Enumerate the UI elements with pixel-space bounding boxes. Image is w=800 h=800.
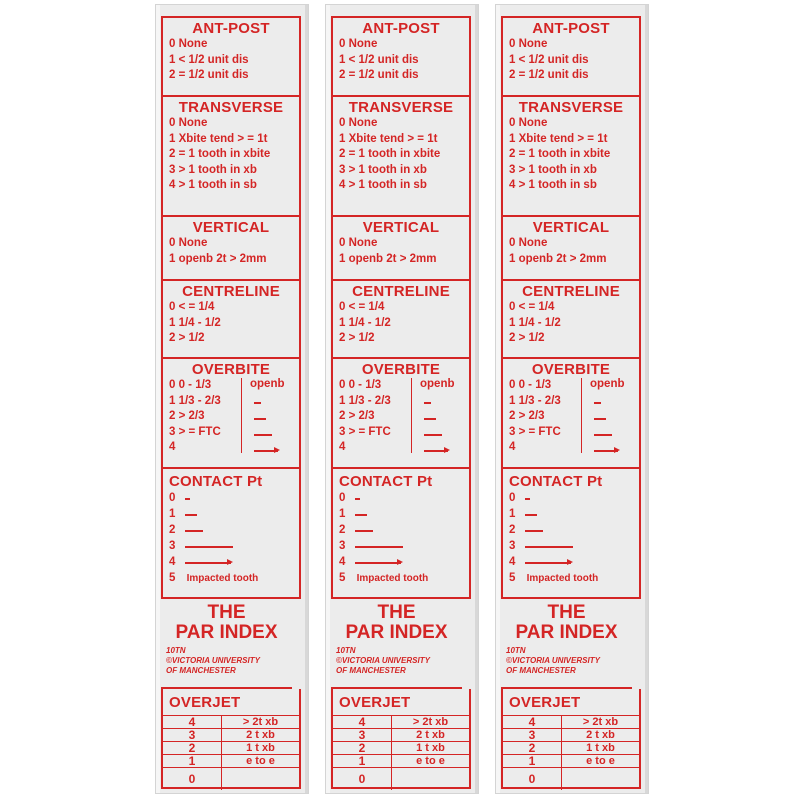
contact-item: 5 Impacted tooth [339,572,429,584]
overjet-table [503,715,639,790]
openbite-mark-1 [254,402,261,404]
centreline-section [331,281,471,359]
overbite-item: 2 > 2/3 [339,410,375,422]
overjet-row: 4 > 2t xb [333,716,469,729]
overjet-row: 0 [333,768,469,791]
overbite-item: 1 1/3 - 2/3 [339,394,391,407]
overbite-item: 0 0 - 1/3 [169,379,212,391]
contact-mark-3 [525,546,573,548]
centreline-item: 2 > 1/2 [339,332,375,344]
openbite-mark-2 [594,418,606,420]
contact-mark-1 [185,514,197,516]
transverse-item: 3 > 1 tooth in xb [509,163,597,176]
ant-post-item: 0 None [339,38,378,50]
ant-post-item: 1 < 1/2 unit dis [169,53,249,66]
openbite-mark-1 [594,402,601,404]
openbite-arrow [594,450,618,452]
overbite-item: 0 0 - 1/3 [339,379,382,391]
overbite-section [331,359,471,469]
ant-post-item: 1 < 1/2 unit dis [509,53,589,66]
impacted-tooth-label: Impacted tooth [526,573,599,584]
contact-mark-1 [525,514,537,516]
vertical-item: 1 openb 2t > 2mm [509,252,607,265]
par-copyright-2: OF MANCHESTER [336,666,406,675]
contact-item: 0 [163,490,299,506]
overbite-item: 1 1/3 - 2/3 [169,394,221,407]
par-title-the: THE [377,602,416,623]
par-index-title-block [501,599,632,689]
overbite-item: 0 0 - 1/3 [509,379,552,391]
contact-item: 4 [503,554,639,570]
contact-mark-2 [185,530,203,532]
par-code: 10TN [166,646,186,655]
contact-mark-3 [185,546,233,548]
openbite-arrow [254,450,278,452]
openbite-mark-2 [424,418,436,420]
overbite-item: 3 > = FTC [339,425,391,438]
transverse-item: 0 None [169,117,208,129]
transverse-item: 3 > 1 tooth in xb [169,163,257,176]
contact-item: 5 Impacted tooth [169,572,259,584]
par-copyright: ©VICTORIA UNIVERSITY [336,656,430,665]
contact-item: 0 [333,490,469,506]
openbite-mark-1 [424,402,431,404]
ant-post-heading: ANT-POST [362,20,440,37]
ant-post-item: 2 = 1/2 unit dis [509,69,589,81]
overjet-row: 3 2 t xb [163,729,299,742]
contact-point-section [331,469,471,599]
contact-heading: CONTACT Pt [169,473,263,490]
vertical-item: 0 None [169,237,208,249]
ant-post-item: 1 < 1/2 unit dis [339,53,419,66]
transverse-section [161,97,301,217]
centreline-heading: CENTRELINE [182,283,280,300]
transverse-item: 4 > 1 tooth in sb [169,179,257,191]
openbite-mark-3 [254,434,272,436]
centreline-item: 2 > 1/2 [509,332,545,344]
openbite-mark-3 [594,434,612,436]
contact-mark-2 [355,530,373,532]
ant-post-heading: ANT-POST [192,20,270,37]
openbite-mark-2 [254,418,266,420]
centreline-heading: CENTRELINE [522,283,620,300]
contact-mark-0 [355,498,360,500]
centreline-item: 1 1/4 - 1/2 [339,316,391,329]
contact-item: 1 [503,506,639,522]
vertical-section [331,217,471,281]
contact-arrow-4 [185,562,231,564]
contact-point-section [501,469,641,599]
overjet-heading: OVERJET [169,694,241,711]
transverse-item: 1 Xbite tend > = 1t [339,132,438,145]
overjet-table [163,715,299,790]
overjet-row: 1 e to e [163,755,299,768]
contact-point-section [161,469,301,599]
centreline-item: 1 1/4 - 1/2 [169,316,221,329]
overbite-item: 1 1/3 - 2/3 [509,394,561,407]
contact-item: 2 [163,522,299,538]
contact-item: 3 [333,538,469,554]
contact-item: 4 [333,554,469,570]
overbite-heading: OVERBITE [191,361,271,378]
contact-item: 2 [503,522,639,538]
contact-mark-1 [355,514,367,516]
transverse-heading: TRANSVERSE [348,99,454,116]
transverse-section [331,97,471,217]
contact-item: 4 [163,554,299,570]
centreline-item: 2 > 1/2 [169,332,205,344]
overjet-row: 3 2 t xb [333,729,469,742]
overjet-row: 2 1 t xb [333,742,469,755]
par-code: 10TN [506,646,526,655]
ruler-face [161,16,301,791]
contact-item: 3 [503,538,639,554]
overbite-heading: OVERBITE [531,361,611,378]
contact-item: 5 Impacted tooth [509,572,599,584]
overbite-item: 3 > = FTC [509,425,561,438]
centreline-item: 0 < = 1/4 [509,301,555,313]
transverse-heading: TRANSVERSE [178,99,284,116]
overbite-item: 2 > 2/3 [509,410,545,422]
par-title-the: THE [547,602,586,623]
transverse-item: 3 > 1 tooth in xb [339,163,427,176]
openbite-column [241,378,302,453]
vertical-item: 0 None [509,237,548,249]
transverse-item: 2 = 1 tooth in xbite [169,148,271,160]
ant-post-item: 2 = 1/2 unit dis [169,69,249,81]
transverse-item: 2 = 1 tooth in xbite [509,148,611,160]
par-copyright-2: OF MANCHESTER [166,666,236,675]
openbite-column [581,378,642,453]
overjet-row: 0 [163,768,299,791]
vertical-item: 1 openb 2t > 2mm [339,252,437,265]
overbite-item: 4 [169,441,176,453]
par-ruler [495,4,649,794]
openbite-mark-3 [424,434,442,436]
contact-mark-0 [525,498,530,500]
transverse-item: 0 None [509,117,548,129]
par-copyright: ©VICTORIA UNIVERSITY [166,656,260,665]
overbite-item: 4 [339,441,346,453]
contact-mark-0 [185,498,190,500]
ant-post-section [161,16,301,97]
overjet-row: 4 > 2t xb [163,716,299,729]
ant-post-item: 0 None [509,38,548,50]
ant-post-section [331,16,471,97]
overjet-row: 0 [503,768,639,791]
contact-heading: CONTACT Pt [339,473,433,490]
contact-arrow-4 [525,562,571,564]
transverse-item: 4 > 1 tooth in sb [339,179,427,191]
overjet-row: 2 1 t xb [163,742,299,755]
openbite-label: openb [250,378,285,390]
ant-post-heading: ANT-POST [532,20,610,37]
transverse-section [501,97,641,217]
overbite-item: 4 [509,441,516,453]
overbite-item: 3 > = FTC [169,425,221,438]
ant-post-item: 0 None [169,38,208,50]
transverse-item: 2 = 1 tooth in xbite [339,148,441,160]
overjet-section [501,689,641,789]
par-title-main: PAR INDEX [175,622,278,643]
transverse-item: 0 None [339,117,378,129]
overbite-section [161,359,301,469]
vertical-heading: VERTICAL [192,219,270,236]
par-code: 10TN [336,646,356,655]
overbite-heading: OVERBITE [361,361,441,378]
contact-item: 1 [163,506,299,522]
overjet-table [333,715,469,790]
contact-item: 1 [333,506,469,522]
ant-post-section [501,16,641,97]
par-ruler [155,4,309,794]
centreline-item: 1 1/4 - 1/2 [509,316,561,329]
vertical-item: 0 None [339,237,378,249]
openbite-label: openb [420,378,455,390]
impacted-tooth-label: Impacted tooth [356,573,429,584]
openbite-arrow [424,450,448,452]
overjet-row: 4 > 2t xb [503,716,639,729]
openbite-label: openb [590,378,625,390]
centreline-item: 0 < = 1/4 [169,301,215,313]
vertical-item: 1 openb 2t > 2mm [169,252,267,265]
par-index-title-block [331,599,462,689]
transverse-heading: TRANSVERSE [518,99,624,116]
contact-arrow-4 [355,562,401,564]
vertical-heading: VERTICAL [362,219,440,236]
overjet-row: 1 e to e [503,755,639,768]
par-title-main: PAR INDEX [345,622,448,643]
ruler-face [501,16,641,791]
vertical-section [501,217,641,281]
overjet-section [331,689,471,789]
contact-heading: CONTACT Pt [509,473,603,490]
contact-item: 0 [503,490,639,506]
par-copyright-2: OF MANCHESTER [506,666,576,675]
overjet-row: 3 2 t xb [503,729,639,742]
overjet-section [161,689,301,789]
overjet-heading: OVERJET [509,694,581,711]
centreline-section [501,281,641,359]
par-ruler [325,4,479,794]
ant-post-item: 2 = 1/2 unit dis [339,69,419,81]
vertical-section [161,217,301,281]
centreline-heading: CENTRELINE [352,283,450,300]
overjet-heading: OVERJET [339,694,411,711]
contact-mark-3 [355,546,403,548]
par-index-title-block [161,599,292,689]
par-title-the: THE [207,602,246,623]
ruler-face [331,16,471,791]
centreline-section [161,281,301,359]
overbite-section [501,359,641,469]
overjet-row: 2 1 t xb [503,742,639,755]
overjet-row: 1 e to e [333,755,469,768]
contact-item: 2 [333,522,469,538]
par-title-main: PAR INDEX [515,622,618,643]
transverse-item: 1 Xbite tend > = 1t [169,132,268,145]
transverse-item: 1 Xbite tend > = 1t [509,132,608,145]
centreline-item: 0 < = 1/4 [339,301,385,313]
transverse-item: 4 > 1 tooth in sb [509,179,597,191]
contact-mark-2 [525,530,543,532]
contact-item: 3 [163,538,299,554]
openbite-column [411,378,472,453]
vertical-heading: VERTICAL [532,219,610,236]
par-copyright: ©VICTORIA UNIVERSITY [506,656,600,665]
overbite-item: 2 > 2/3 [169,410,205,422]
impacted-tooth-label: Impacted tooth [186,573,259,584]
